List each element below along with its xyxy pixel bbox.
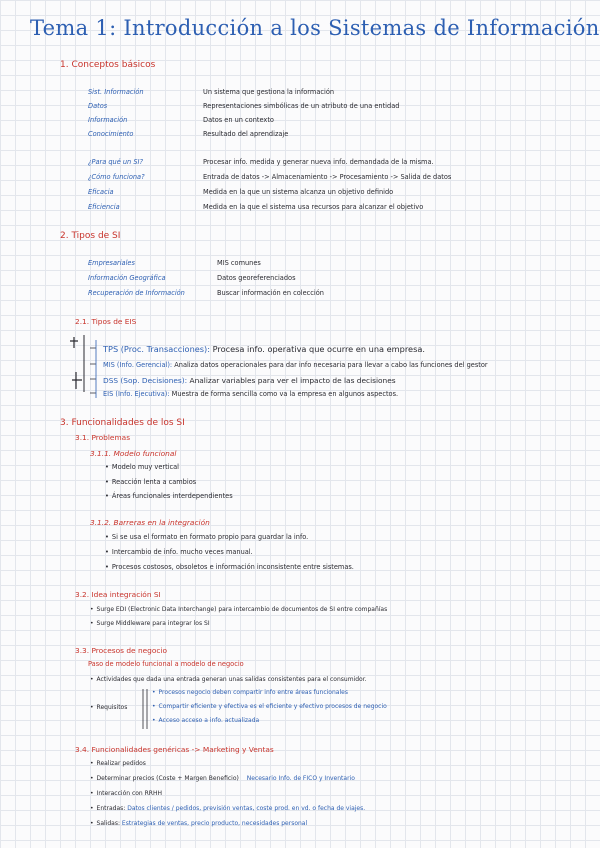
def-text: Entrada de datos -> Almacenamiento -> Procesamiento -> Salida de datos xyxy=(203,173,452,181)
list-item: • Surge EDI (Electronic Data Interchange) para intercambio de documentos de SI entre compañías xyxy=(90,606,387,613)
type-term: Empresariales xyxy=(88,259,135,267)
list-item xyxy=(90,820,307,827)
def-term: Información xyxy=(88,116,128,124)
list-item xyxy=(90,790,162,797)
list-item: • Procesos costosos, obsoletos e información inconsistente entre sistemas. xyxy=(105,563,354,571)
subsection-3-1-2-heading: 3.1.2. Barreras en la integración xyxy=(90,518,210,527)
list-item: • Intercambio de info. mucho veces manual. xyxy=(105,548,253,556)
list-item-text: • Entradas: xyxy=(90,805,125,812)
process-line: Paso de modelo funcional a modelo de negocio xyxy=(88,660,244,668)
def-text: Resultado del aprendizaje xyxy=(203,130,289,138)
list-item-note: Estrategias de ventas, precio producto, necesidades personal xyxy=(121,820,308,827)
list-item: • Áreas funcionales interdependientes xyxy=(105,492,233,500)
def-text: Procesar info. medida y generar nueva info. demandada de la misma. xyxy=(203,158,434,166)
list-item xyxy=(90,805,365,812)
type-term: Información Geográfica xyxy=(88,274,166,282)
type-text: Buscar información en colección xyxy=(217,289,324,297)
requirement-item: • Compartir eficiente y efectiva es el eficiente y efectivo procesos de negocio xyxy=(152,703,387,710)
eis-item-desc: Procesa info. operativa que ocurre en una empresa. xyxy=(212,344,425,354)
subsection-3-1-1-heading: 3.1.1. Modelo funcional xyxy=(90,449,177,458)
list-item-note: Necesario Info. de FICO y Inventario xyxy=(246,775,355,782)
def-text: Representaciones simbólicas de un atributo de una entidad xyxy=(203,102,400,110)
subsection-3-3-heading: 3.3. Procesos de negocio xyxy=(75,646,168,655)
eis-item-label: TPS (Proc. Transacciones): xyxy=(103,344,211,354)
def-text: Medida en la que el sistema usa recursos para alcanzar el objetivo xyxy=(203,203,424,211)
section-2-heading: 2. Tipos de SI xyxy=(60,231,121,241)
list-item: • Modelo muy vertical xyxy=(105,463,179,471)
subsection-2-1-heading: 2.1. Tipos de EIS xyxy=(75,317,137,326)
def-term: Datos xyxy=(88,102,108,110)
page-title: Tema 1: Introducción a los Sistemas de Información xyxy=(30,16,600,40)
def-text: Datos en un contexto xyxy=(203,116,274,124)
eis-item-label: EIS (Info. Ejecutiva): xyxy=(103,390,170,398)
list-item-text: • Determinar precios (Coste + Margen Beneficio) xyxy=(90,775,239,782)
subsection-3-2-heading: 3.2. Idea integración SI xyxy=(75,590,161,599)
section-3-heading: 3. Funcionalidades de los SI xyxy=(60,418,185,428)
def-term: ¿Para qué un SI? xyxy=(88,158,143,166)
section-1-heading: 1. Conceptos básicos xyxy=(60,60,156,70)
list-item-note: Datos clientes / pedidos, previsión ventas, coste prod. en vd. o fecha de viajes. xyxy=(127,805,366,812)
requirement-item: • Procesos negocio deben compartir info entre áreas funcionales xyxy=(152,689,348,696)
type-text: MIS comunes xyxy=(217,259,261,267)
def-text: Medida en la que un sistema alcanza un objetivo definido xyxy=(203,188,394,196)
eis-item-desc: Muestra de forma sencilla como va la empresa en algunos aspectos. xyxy=(171,390,399,398)
list-item: • Actividades que dada una entrada generan unas salidas consistentes para el consumidor. xyxy=(90,676,367,683)
eis-item-label: MIS (Info. Gerencial): xyxy=(103,361,173,369)
type-term: Recuperación de Información xyxy=(88,289,185,297)
requirement-item: • Acceso acceso a info. actualizada xyxy=(152,717,259,724)
eis-item-label: DSS (Sop. Decisiones): xyxy=(103,376,188,385)
type-text: Datos georeferenciados xyxy=(217,274,296,282)
def-term: Eficacia xyxy=(88,188,114,196)
list-item-text: • Salidas: xyxy=(90,820,120,827)
subsection-3-4-heading: 3.4. Funcionalidades genéricas -> Marketing y Ventas xyxy=(75,745,274,754)
eis-item-desc: Analizar variables para ver el impacto de las decisiones xyxy=(189,376,396,385)
list-item-text: • Interacción con RRHH xyxy=(90,790,162,797)
list-item xyxy=(90,760,146,767)
def-term: ¿Cómo funciona? xyxy=(88,173,145,181)
list-item xyxy=(90,775,355,782)
def-term: Eficiencia xyxy=(88,203,120,211)
list-item: • Reacción lenta a cambios xyxy=(105,478,196,486)
eis-item-desc: Analiza datos operacionales para dar info necesaria para llevar a cabo las funciones del gestor xyxy=(174,361,488,369)
def-text: Un sistema que gestiona la información xyxy=(203,88,335,96)
requirements-label: • Requisitos xyxy=(90,704,127,711)
list-item: • Si se usa el formato en formato propio para guardar la info. xyxy=(105,533,308,541)
subsection-3-1-heading: 3.1. Problemas xyxy=(75,433,131,442)
def-term: Conocimiento xyxy=(88,130,134,138)
list-item-text: • Realizar pedidos xyxy=(90,760,146,767)
def-term: Sist. Información xyxy=(88,88,144,96)
list-item: • Surge Middleware para integrar los SI xyxy=(90,620,210,627)
